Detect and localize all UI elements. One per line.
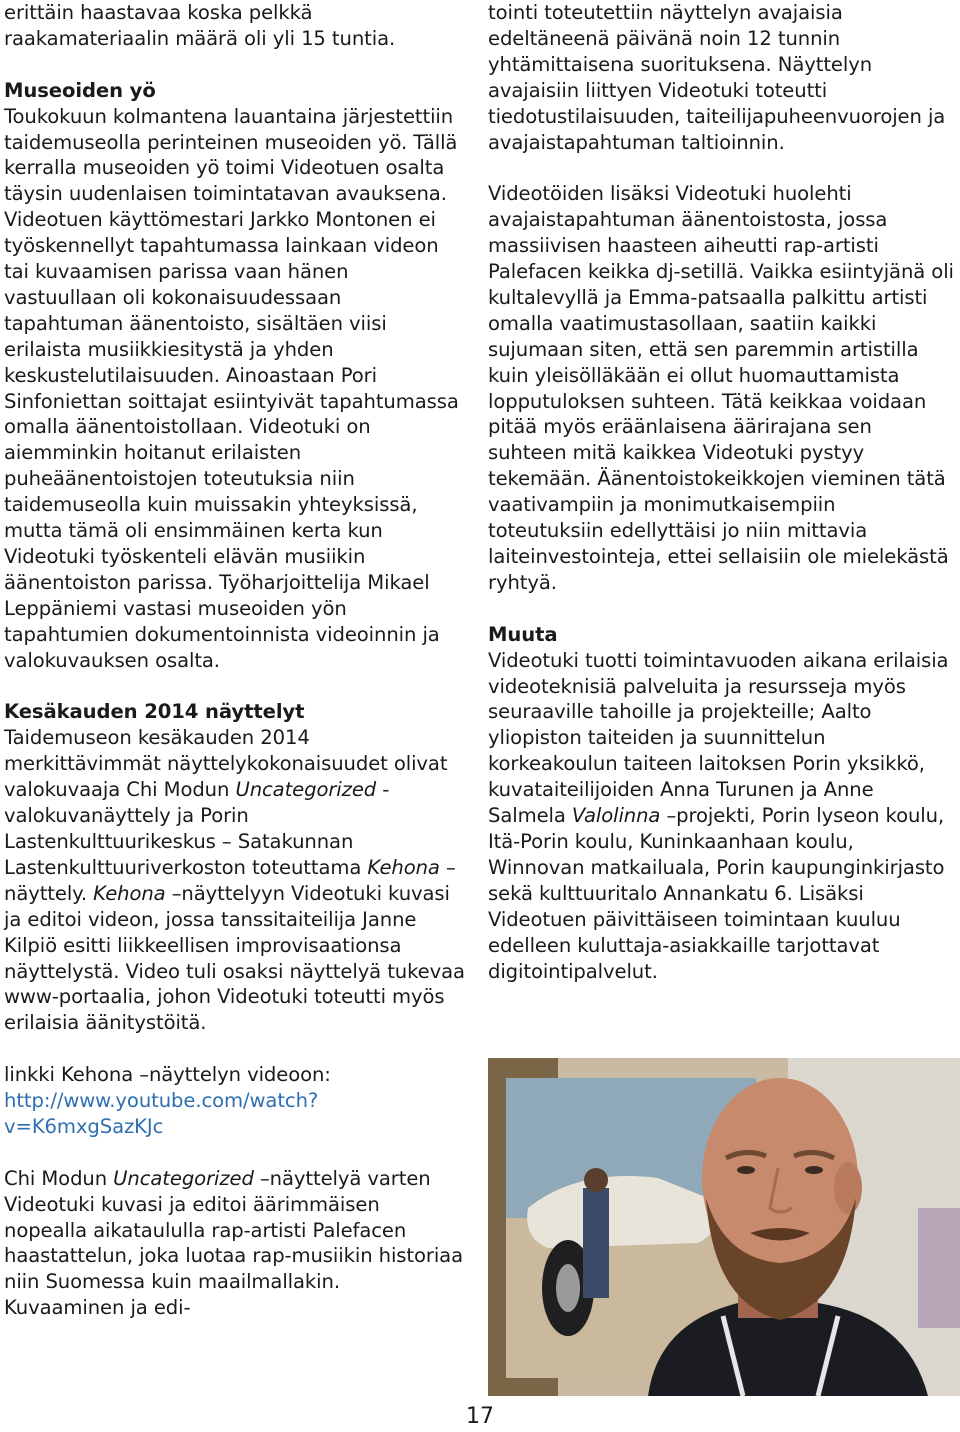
link-label: linkki Kehona –näyttelyn videoon: — [4, 1063, 331, 1087]
chi-text-1: Chi Modun — [4, 1166, 114, 1190]
kehona-title: Kehona — [367, 855, 440, 879]
muuta-heading: Muuta — [488, 622, 558, 646]
summer-text-1: Taidemuseon kesäkauden 2014 merkittävimmät näyttelykokonaisuudet olivat valokuvaaja Chi Modun — [4, 726, 448, 802]
sound-paragraph: Videotöiden lisäksi Videotuki huolehti avajaistapahtuman äänentoistosta, jossa massiivisen haasteen aiheutti rap-artisti Palefacen keikka dj-setillä. Vaikka esiintyjänä oli kultalevyllä ja Emma-patsaalla palkittu artisti omalla vaatimustasollaan, saatiin kaikki sujumaan siten, että sen paremmin artistilla kuin yleisölläkään ei ollut huomauttamista lopputuloksen suhteen. Tätä keikkaa voidaan pitää myös eräänlaisena äärirajana sen suhteen mitä kaikkea Videotuki pystyy tekemään. Äänentoistokeikkojen vieminen tätä vaativampiin ja monimutkaisempiin toteutuksiin edellyttäisi jo niin mittavia laiteinvestointeja, ettei sellaisiin ole mielekästä ryhtyä. — [488, 182, 954, 594]
chi-modu-paragraph — [4, 1166, 466, 1321]
summer-text-4: –näyttelyyn Videotuki kuvasi ja editoi videon, jossa tanssitaiteilija Janne Kilpiö esitti liikkeellisen improvisaationsa näyttelystä. Video tuli osaksi näyttelyä tukevaa www-portaalia, johon Videotuki toteutti myös erilaisia äänitystöitä. — [4, 881, 465, 1035]
valolinna-title: Valolinna — [571, 804, 661, 828]
video-link-paragraph — [4, 1062, 466, 1140]
artist-photo — [488, 1058, 960, 1396]
page-number: 17 — [466, 1404, 494, 1429]
summer-text-3: –näyttely. — [4, 855, 456, 905]
summer-text-2: -valokuvanäyttely ja Porin Lastenkulttuurikeskus – Satakunnan Lastenkulttuuriverkoston toteuttama — [4, 778, 390, 879]
uncategorized-title: Uncategorized — [235, 778, 377, 802]
chi-text-2: –näyttelyä varten Videotuki kuvasi ja editoi äärimmäisen nopealla aikataululla rap-artisti Palefacen haastattelun, joka luotaa rap-musiikin historiaa niin Suomessa kuin maailmallakin. Kuvaaminen ja edi- — [4, 1166, 463, 1320]
summer-exhibitions-paragraph — [4, 725, 466, 1036]
muuta-paragraph — [488, 648, 954, 985]
artist-photo-illustration — [488, 1058, 960, 1396]
uncategorized-title-2: Uncategorized — [113, 1166, 254, 1190]
right-column — [488, 0, 954, 984]
muuta-text-2: –projekti, Porin lyseon koulu, Itä-Porin koulu, Kuninkaanhaan koulu, Winnovan matkailuala, Porin kaupunginkirjasto sekä kulttuuritalo Annankatu 6. Lisäksi Videotuen päivittäiseen toimintaan kuuluu edelleen kuluttaja-asiakkaille tarjottavat digitointipalvelut. — [488, 804, 945, 983]
kehona-title-2: Kehona — [93, 881, 166, 905]
museum-night-heading: Museoiden yö — [4, 78, 156, 102]
left-column — [4, 0, 466, 1321]
youtube-link[interactable]: http://www.youtube.com/watch?v=K6mxgSazKJc — [4, 1089, 319, 1138]
muuta-text-1: Videotuki tuotti toimintavuoden aikana erilaisia videoteknisiä palveluita ja resursseja myös seuraaville tahoille ja projekteille; Aalto yliopiston taiteiden ja suunnittelun korkeakoulun taiteen laitoksen Porin yksikkö, kuvataiteilijoiden Anna Turunen ja Anne Salmela — [488, 648, 949, 828]
museum-night-paragraph: Toukokuun kolmantena lauantaina järjestettiin taidemuseolla perinteinen museoiden yö. Tällä kerralla museoiden yö toimi Videotuen osalta täysin uudenlaisen toimintatavan avauksena. Videotuen käyttömestari Jarkko Montonen ei työskennellyt tapahtumassa lainkaan videon tai kuvaamisen parissa vaan hänen vastuullaan oli kokonaisuudessaan tapahtuman äänentoisto, sisältäen viisi erilaista musiikkiesitystä ja yhden keskustelutilaisuuden. Ainoastaan Pori Sinfoniettan soittajat esiintyivät tapahtumassa omalla äänentoistollaan. Videotuki on aiemminkin hoitanut erilaisten puheäänentoistojen toteutuksia niin taidemuseolla kuin muissakin yhteyksissä, mutta tämä oli ensimmäinen kerta kun Videotuki työskenteli elävän musiikin äänentoiston parissa. Työharjoittelija Mikael Leppäniemi vastasi museoiden yön tapahtumien dokumentoinnista videoinnin ja valokuvauksen osalta. — [4, 104, 459, 672]
continuation-paragraph: tointi toteutettiin näyttelyn avajaisia edeltäneenä päivänä noin 12 tunnin yhtämittaisena suorituksena. Näyttelyn avajaisiin liittyen Videotuki toteutti tiedotustilaisuuden, taiteilijapuheenvuorojen ja avajaistapahtuman taltioinnin. — [488, 1, 946, 154]
intro-paragraph: erittäin haastavaa koska pelkkä raakamateriaalin määrä oli yli 15 tuntia. — [4, 1, 396, 50]
summer-exhibitions-heading: Kesäkauden 2014 näyttelyt — [4, 700, 305, 724]
